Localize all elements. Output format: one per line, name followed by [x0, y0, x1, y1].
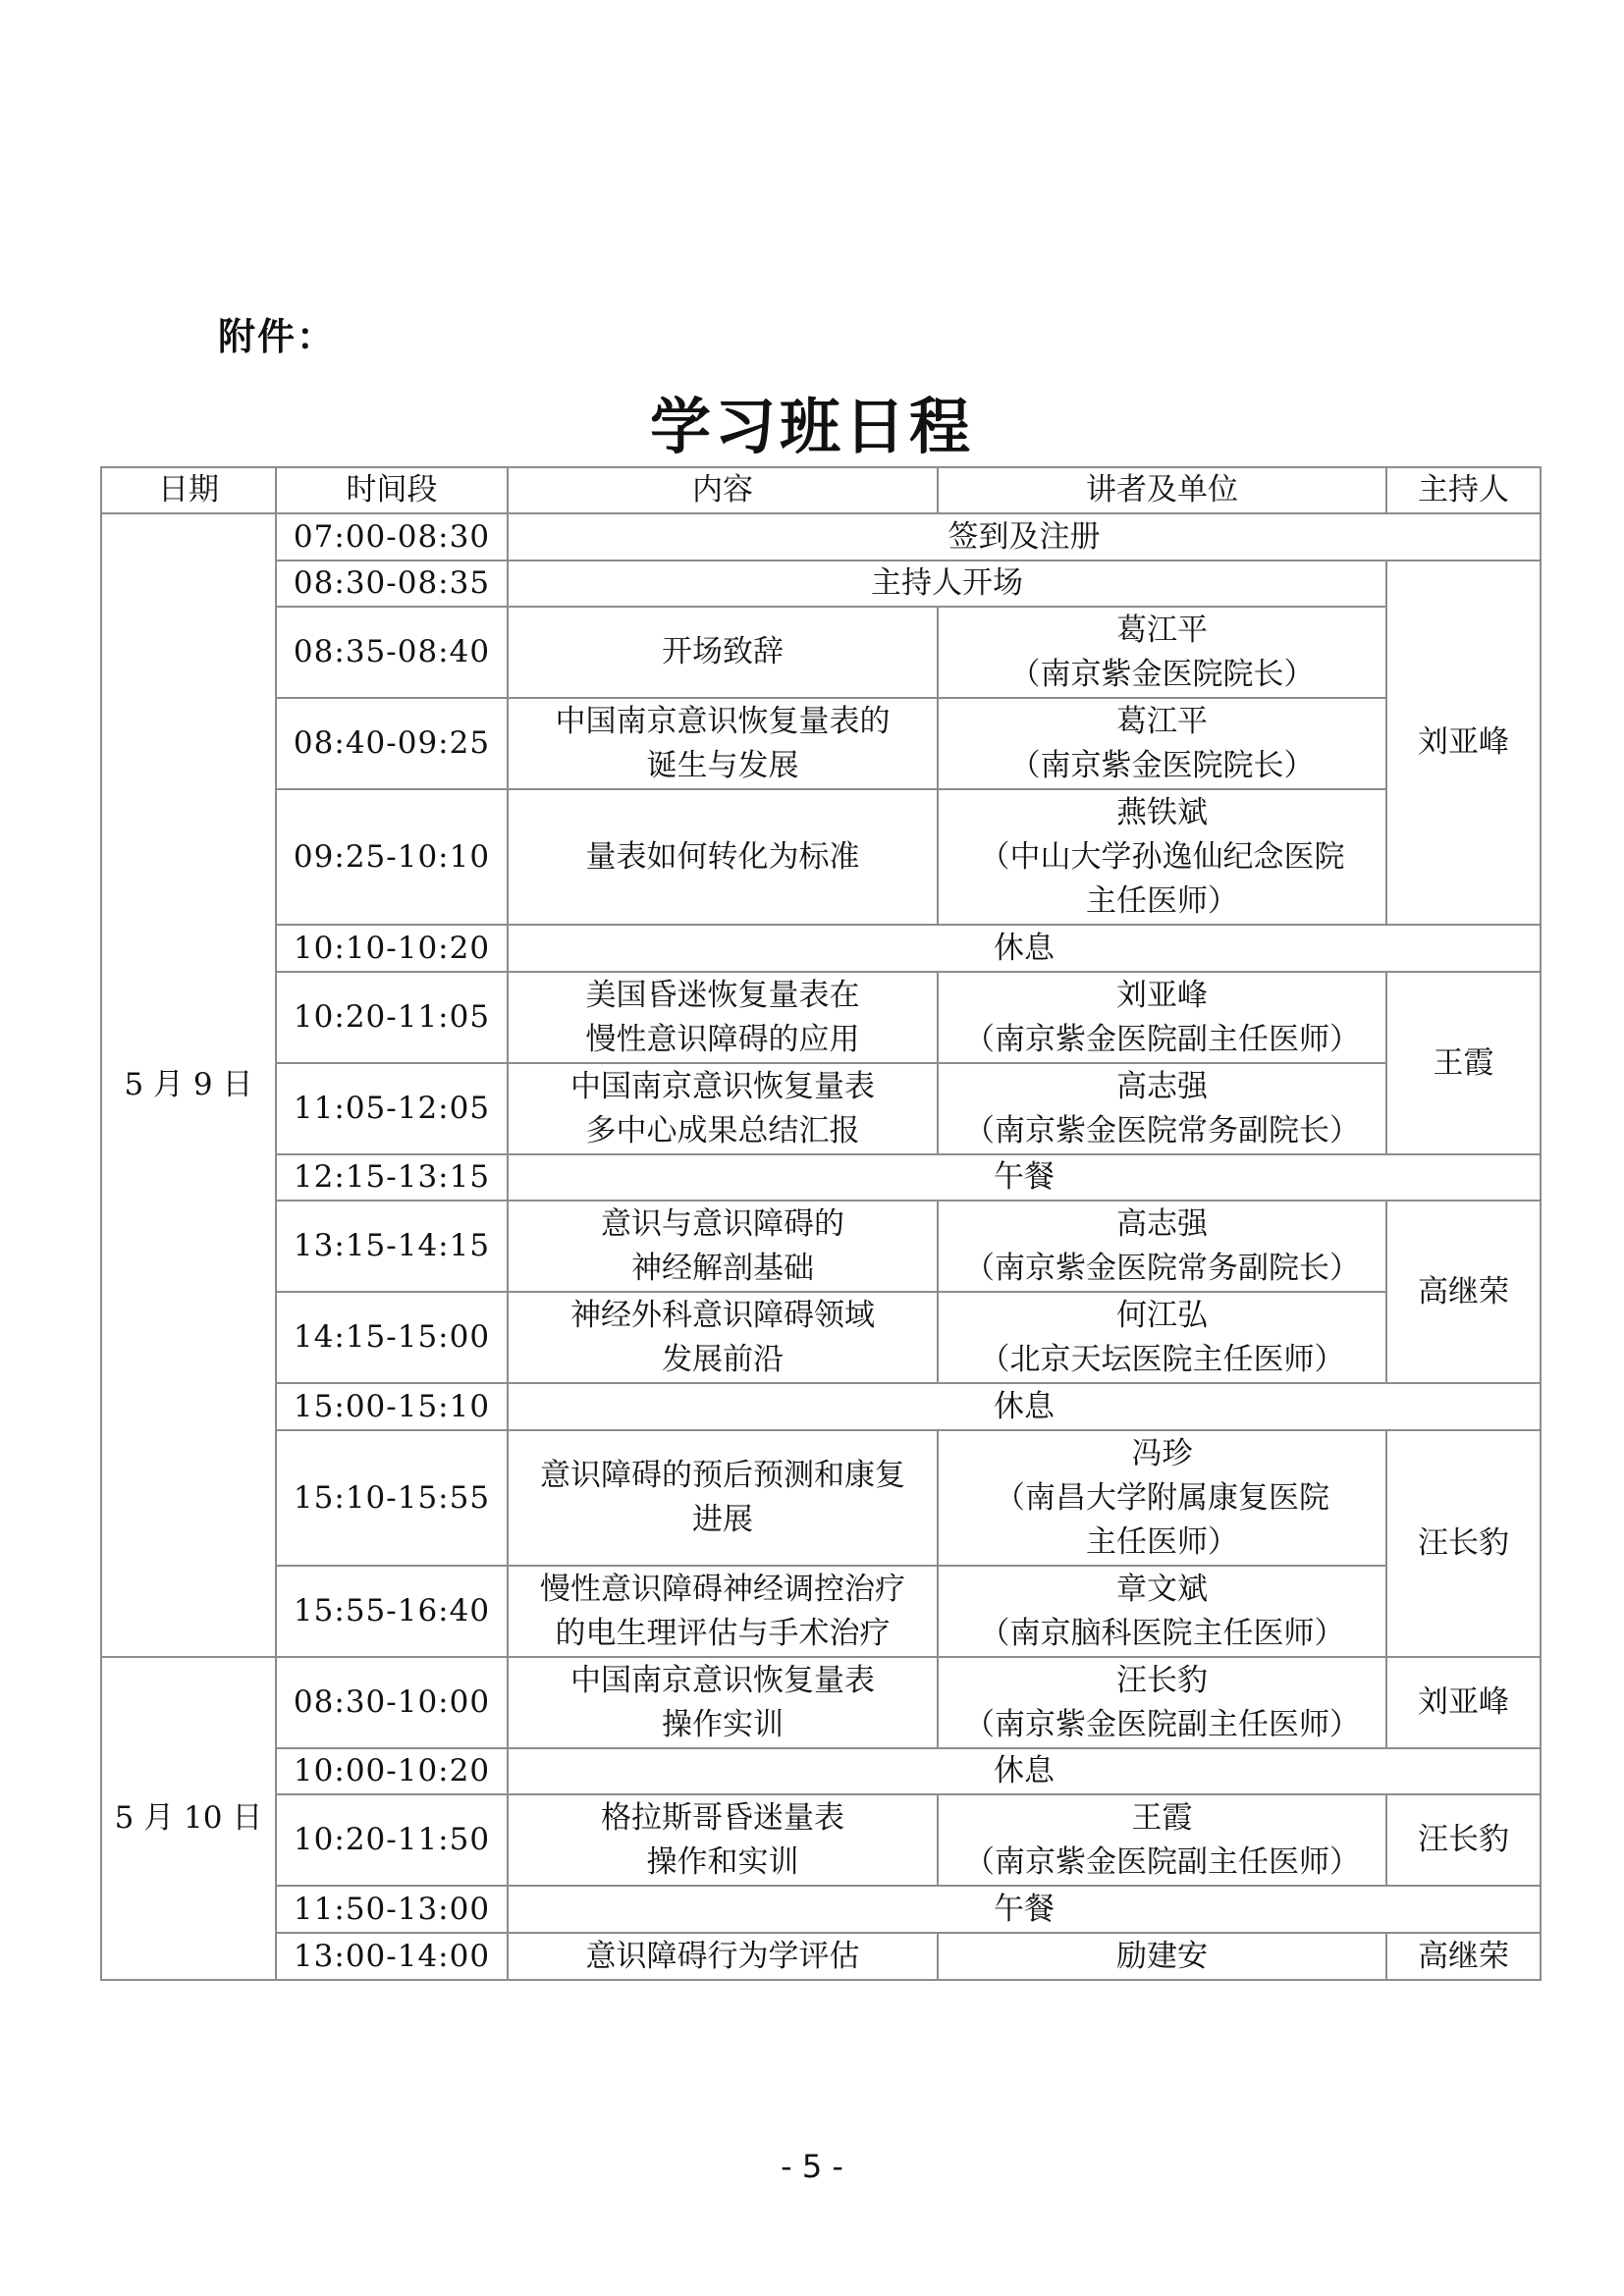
content-cell: 美国昏迷恢复量表在 慢性意识障碍的应用 — [508, 972, 938, 1063]
schedule-table — [100, 466, 1542, 1981]
date-cell: 5 月 9 日 — [101, 513, 276, 1657]
header-content: 内容 — [508, 467, 938, 513]
host-cell: 高继荣 — [1386, 1201, 1541, 1383]
table-row — [101, 1566, 1541, 1657]
table-row — [101, 1794, 1541, 1886]
speaker-cell: 何江弘 （北京天坛医院主任医师） — [938, 1292, 1386, 1383]
host-cell: 汪长豹 — [1386, 1794, 1541, 1886]
time-cell: 10:10-10:20 — [276, 925, 508, 972]
time-cell: 07:00-08:30 — [276, 513, 508, 561]
table-row — [101, 513, 1541, 561]
page-number: - 5 - — [781, 2148, 843, 2185]
table-row — [101, 1292, 1541, 1383]
time-cell: 11:50-13:00 — [276, 1886, 508, 1933]
content-cell: 意识障碍的预后预测和康复 进展 — [508, 1430, 938, 1566]
header-row — [101, 467, 1541, 513]
content-cell: 午餐 — [508, 1886, 1541, 1933]
speaker-cell: 冯珍 （南昌大学附属康复医院 主任医师） — [938, 1430, 1386, 1566]
page-title: 学习班日程 — [649, 391, 974, 462]
content-cell: 量表如何转化为标准 — [508, 789, 938, 925]
table-row — [101, 561, 1541, 607]
content-cell: 格拉斯哥昏迷量表 操作和实训 — [508, 1794, 938, 1886]
content-cell: 休息 — [508, 1383, 1541, 1430]
time-cell: 08:40-09:25 — [276, 698, 508, 789]
time-cell: 08:30-08:35 — [276, 561, 508, 607]
table-row — [101, 1748, 1541, 1794]
table-row — [101, 1063, 1541, 1154]
content-cell: 开场致辞 — [508, 607, 938, 698]
time-cell: 11:05-12:05 — [276, 1063, 508, 1154]
content-cell: 午餐 — [508, 1154, 1541, 1201]
table-row — [101, 1886, 1541, 1933]
time-cell: 15:00-15:10 — [276, 1383, 508, 1430]
date-cell: 5 月 10 日 — [101, 1657, 276, 1980]
speaker-cell: 葛江平 （南京紫金医院院长） — [938, 607, 1386, 698]
host-cell: 王霞 — [1386, 972, 1541, 1154]
header-time: 时间段 — [276, 467, 508, 513]
time-cell: 13:15-14:15 — [276, 1201, 508, 1292]
attachment-label: 附件： — [218, 315, 337, 358]
content-cell: 休息 — [508, 925, 1541, 972]
time-cell: 13:00-14:00 — [276, 1933, 508, 1980]
time-cell: 15:10-15:55 — [276, 1430, 508, 1566]
content-cell: 中国南京意识恢复量表 操作实训 — [508, 1657, 938, 1748]
time-cell: 08:30-10:00 — [276, 1657, 508, 1748]
time-cell: 14:15-15:00 — [276, 1292, 508, 1383]
speaker-cell: 汪长豹 （南京紫金医院副主任医师） — [938, 1657, 1386, 1748]
speaker-cell: 王霞 （南京紫金医院副主任医师） — [938, 1794, 1386, 1886]
time-cell: 10:20-11:05 — [276, 972, 508, 1063]
table-row — [101, 1657, 1541, 1748]
content-cell: 中国南京意识恢复量表 多中心成果总结汇报 — [508, 1063, 938, 1154]
host-cell: 高继荣 — [1386, 1933, 1541, 1980]
table-row — [101, 789, 1541, 925]
content-cell: 慢性意识障碍神经调控治疗 的电生理评估与手术治疗 — [508, 1566, 938, 1657]
header-date: 日期 — [101, 467, 276, 513]
time-cell: 15:55-16:40 — [276, 1566, 508, 1657]
content-cell: 神经外科意识障碍领域 发展前沿 — [508, 1292, 938, 1383]
time-cell: 08:35-08:40 — [276, 607, 508, 698]
speaker-cell: 章文斌 （南京脑科医院主任医师） — [938, 1566, 1386, 1657]
table-row — [101, 1154, 1541, 1201]
time-cell: 10:20-11:50 — [276, 1794, 508, 1886]
table-row — [101, 925, 1541, 972]
table-row — [101, 607, 1541, 698]
content-cell: 中国南京意识恢复量表的 诞生与发展 — [508, 698, 938, 789]
header-host: 主持人 — [1386, 467, 1541, 513]
table-row — [101, 1430, 1541, 1566]
time-cell: 12:15-13:15 — [276, 1154, 508, 1201]
speaker-cell: 励建安 — [938, 1933, 1386, 1980]
content-cell: 主持人开场 — [508, 561, 1386, 607]
host-cell: 刘亚峰 — [1386, 561, 1541, 925]
time-cell: 09:25-10:10 — [276, 789, 508, 925]
table-row — [101, 1201, 1541, 1292]
content-cell: 意识障碍行为学评估 — [508, 1933, 938, 1980]
table-row — [101, 698, 1541, 789]
content-cell: 签到及注册 — [508, 513, 1541, 561]
table-row — [101, 1383, 1541, 1430]
speaker-cell: 高志强 （南京紫金医院常务副院长） — [938, 1201, 1386, 1292]
content-cell: 意识与意识障碍的 神经解剖基础 — [508, 1201, 938, 1292]
header-speaker: 讲者及单位 — [938, 467, 1386, 513]
time-cell: 10:00-10:20 — [276, 1748, 508, 1794]
host-cell: 汪长豹 — [1386, 1430, 1541, 1657]
table-row — [101, 1933, 1541, 1980]
speaker-cell: 刘亚峰 （南京紫金医院副主任医师） — [938, 972, 1386, 1063]
content-cell: 休息 — [508, 1748, 1541, 1794]
host-cell: 刘亚峰 — [1386, 1657, 1541, 1748]
speaker-cell: 燕铁斌 （中山大学孙逸仙纪念医院 主任医师） — [938, 789, 1386, 925]
table-row — [101, 972, 1541, 1063]
speaker-cell: 高志强 （南京紫金医院常务副院长） — [938, 1063, 1386, 1154]
speaker-cell: 葛江平 （南京紫金医院院长） — [938, 698, 1386, 789]
